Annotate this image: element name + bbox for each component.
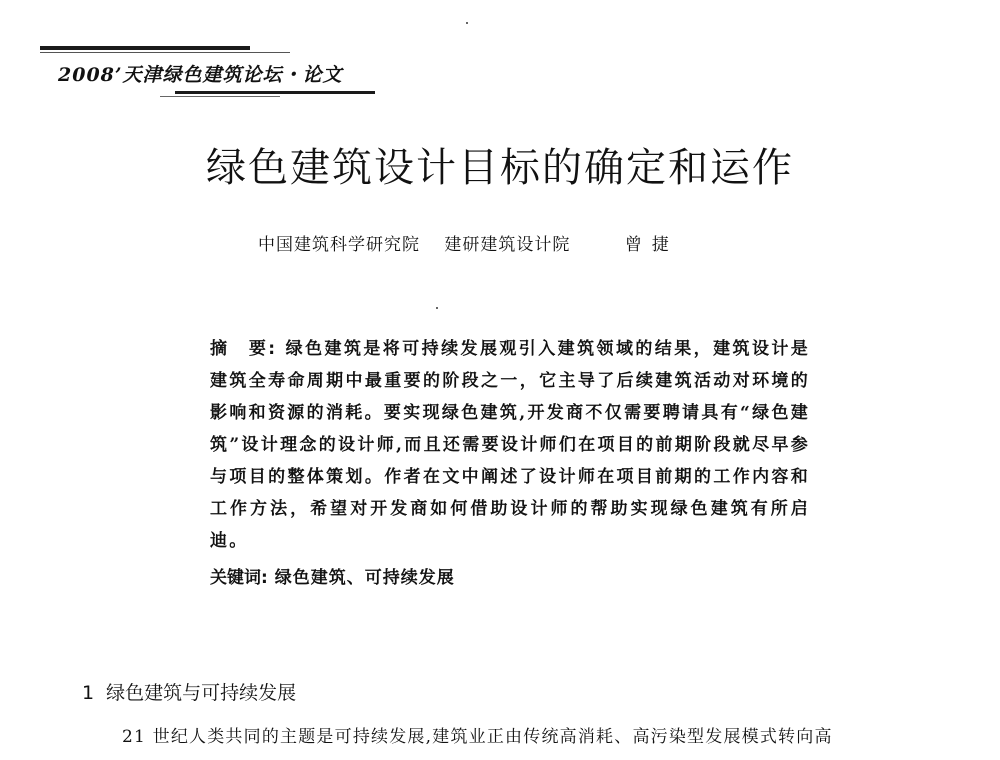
abstract-label: 摘 要:	[210, 339, 278, 359]
byline	[258, 230, 679, 255]
keywords-text: 绿色建筑、可持续发展	[274, 568, 455, 588]
header-rule-underline-thin	[160, 96, 280, 97]
header-rule-thick	[40, 46, 250, 50]
body-text-line: 21 世纪人类共同的主题是可持续发展,建筑业正由传统高消耗、高污染型发展模式转向高	[122, 727, 833, 747]
keywords-label: 关键词:	[210, 568, 268, 588]
paper-title: 绿色建筑设计目标的确定和运作	[206, 145, 794, 191]
running-head: 2008’天津绿色建筑论坛・论文	[58, 64, 343, 86]
section-heading	[82, 678, 296, 705]
institution-name: 建研建筑设计院	[444, 235, 571, 255]
abstract-text: 绿色建筑是将可持续发展观引入建筑领域的结果，建筑设计是建筑全寿命周期中最重要的阶段之一，它主导了后续建筑活动对环境的影响和资源的消耗。要实现绿色建筑,开发商不仅需要聘请具有“绿色建筑”设计理念的设计师,而且还需要设计师们在项目的前期阶段就尽早参与项目的整体策划。作者在文中阐述了设计师在项目前期的工作内容和工作方法，希望对开发商如何借助设计师的帮助实现绿色建筑有所启迪。	[210, 339, 810, 551]
header-rule-underline	[175, 91, 375, 94]
author-name: 曾捷	[624, 235, 679, 255]
abstract	[210, 333, 810, 557]
section-title: 绿色建筑与可持续发展	[106, 682, 297, 704]
scan-speck	[466, 22, 468, 24]
institution-name: 中国建筑科学研究院	[258, 235, 420, 255]
section-number: 1	[82, 682, 95, 704]
scan-speck	[436, 307, 438, 309]
header-rule-thin	[40, 52, 290, 53]
keywords	[210, 563, 455, 588]
